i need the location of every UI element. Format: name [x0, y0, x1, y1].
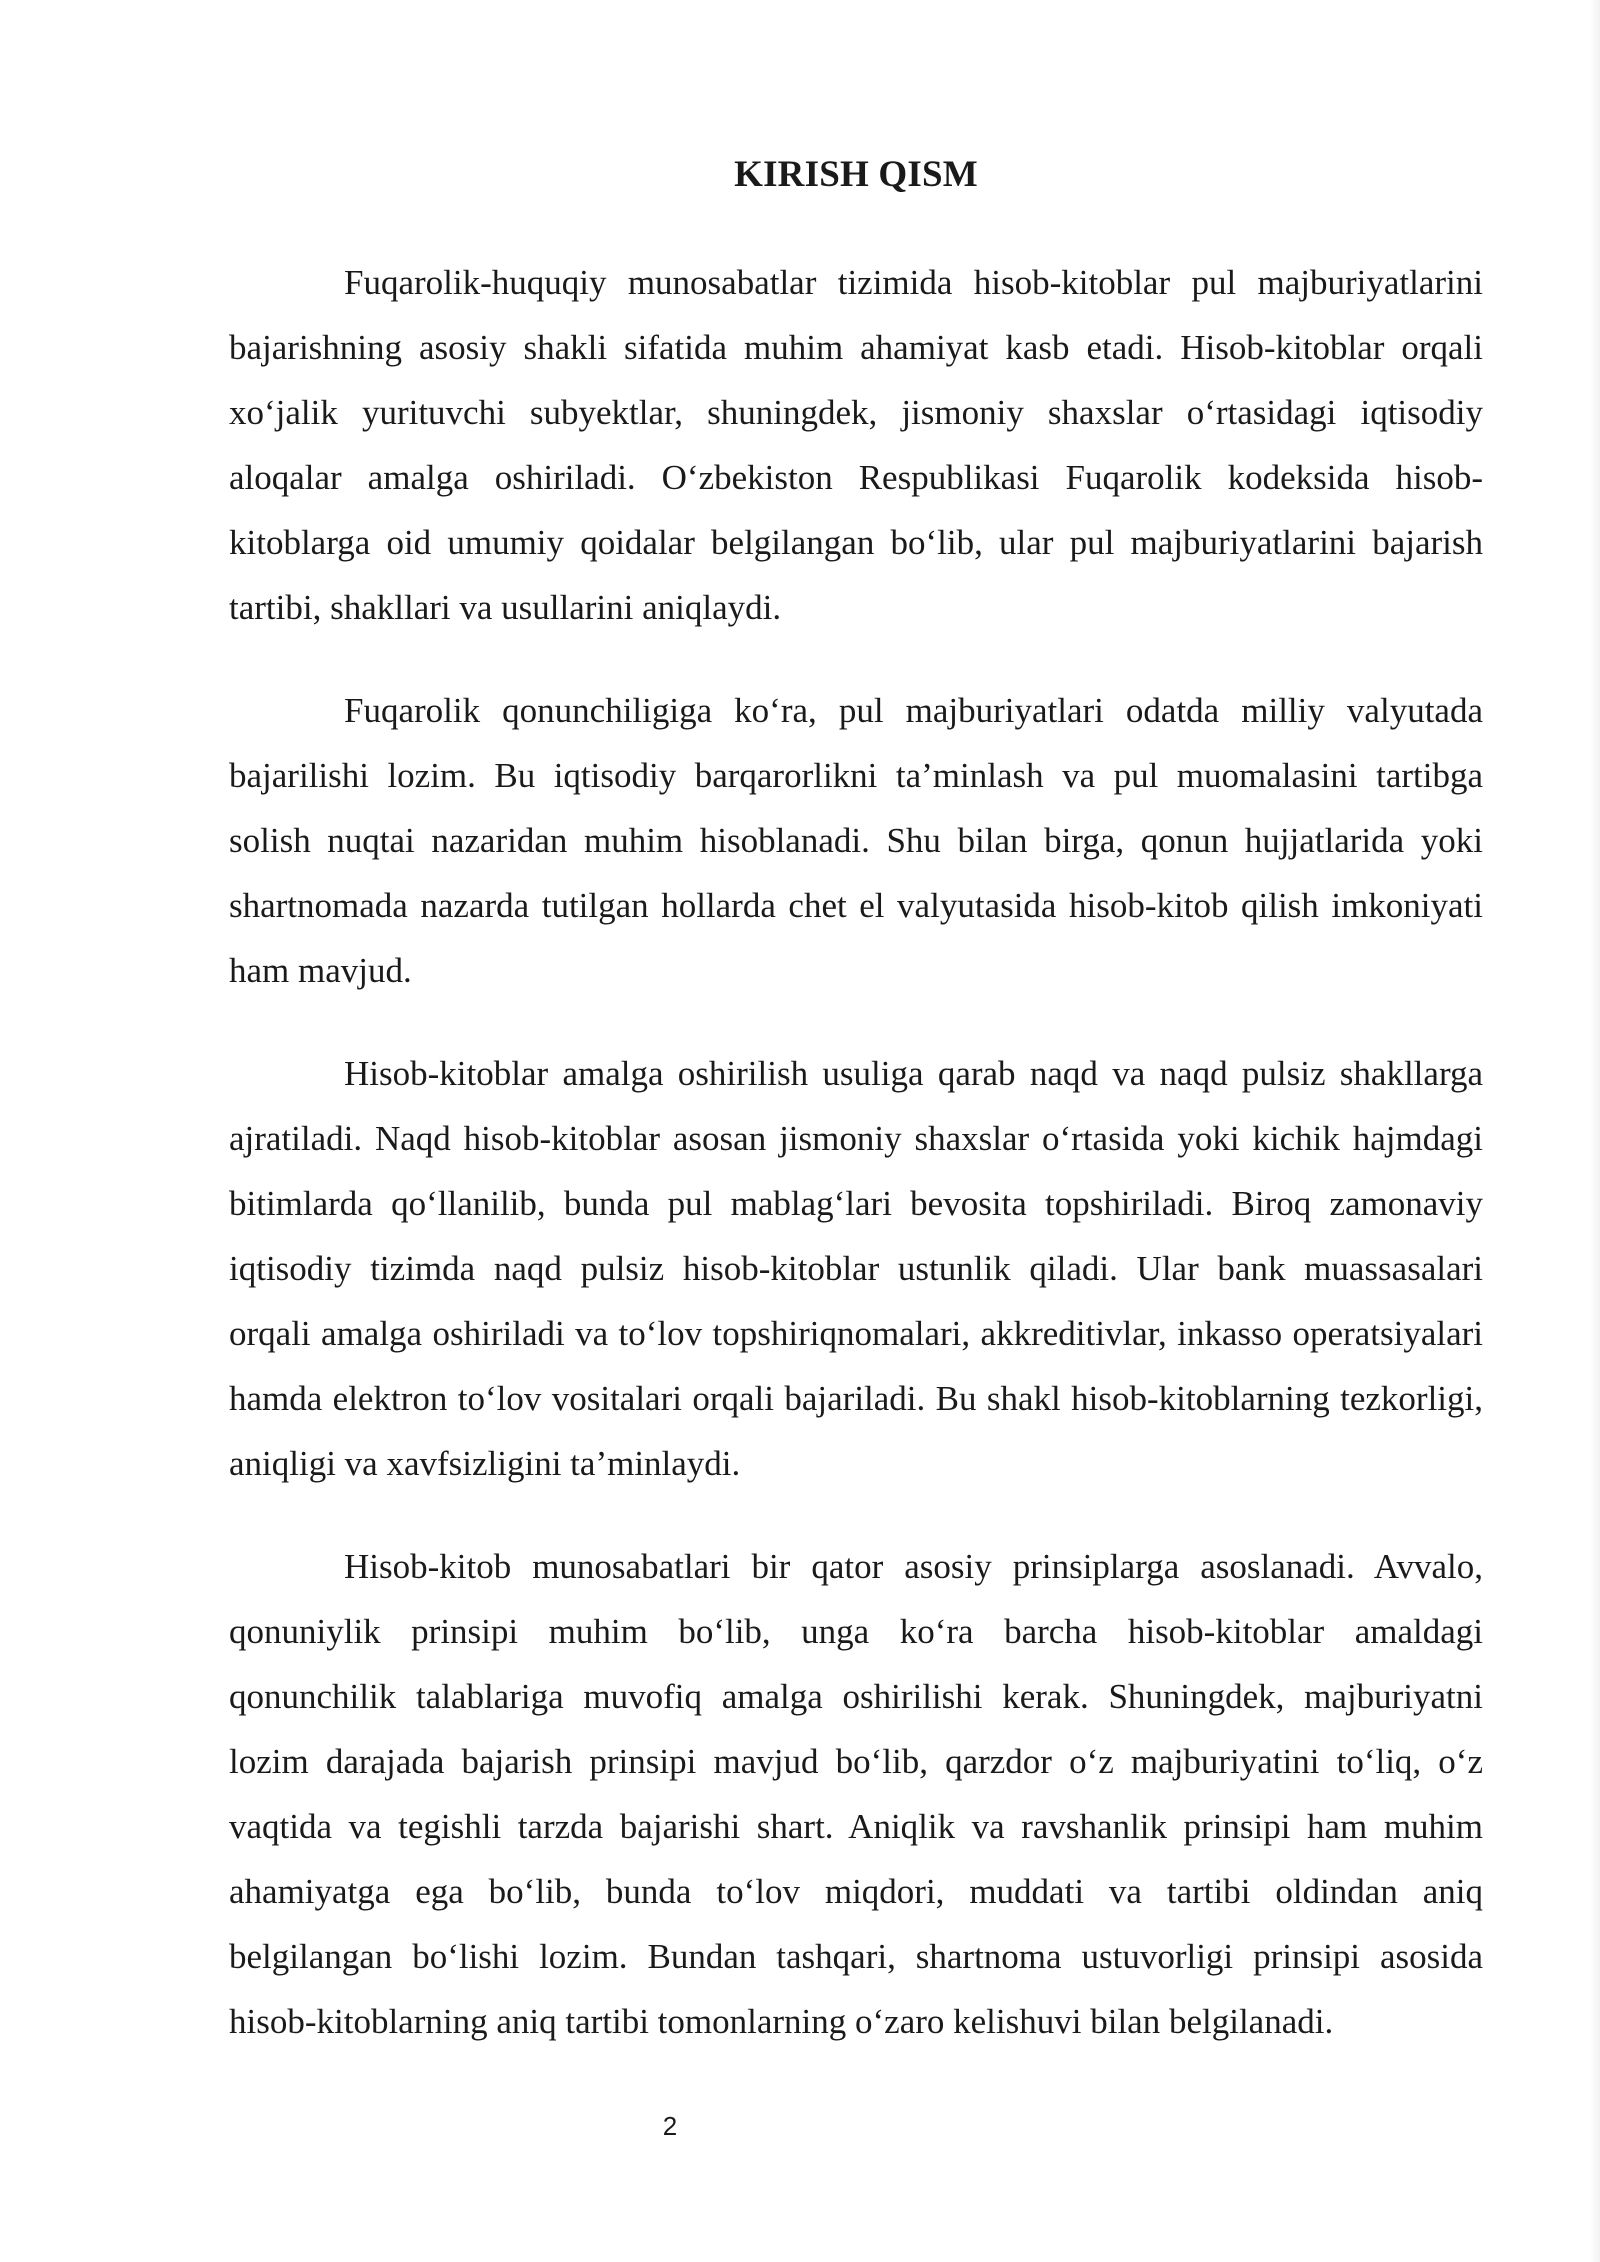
page-edge-shadow: [1590, 0, 1600, 2262]
paragraph-4: Hisob-kitob munosabatlari bir qator asosiy prinsiplarga asoslanadi. Avvalo, qonuniylik prinsipi muhim bo‘lib, unga ko‘ra barcha hisob-kitoblar amaldagi qonunchilik talablariga muvofiq amalga oshirilishi kerak. Shuningdek, majburiyatni lozim darajada bajarish prinsipi mavjud bo‘lib, qarzdor o‘z majburiyatini to‘liq, o‘z vaqtida va tegishli tarzda bajarishi shart. Aniqlik va ravshanlik prinsipi ham muhim ahamiyatga ega bo‘lib, bunda to‘lov miqdori, muddati va tartibi oldindan aniq belgilangan bo‘lishi lozim. Bundan tashqari, shartnoma ustuvorligi prinsipi asosida hisob-kitoblarning aniq tartibi tomonlarning o‘zaro kelishuvi bilan belgilanadi.: [229, 1547, 1483, 2041]
paragraph-2: Fuqarolik qonunchiligiga ko‘ra, pul majburiyatlari odatda milliy valyutada bajarilishi lozim. Bu iqtisodiy barqarorlikni ta’minlash va pul muomalasini tartibga solish nuqtai nazaridan muhim hisoblanadi. Shu bilan birga, qonun hujjatlarida yoki shartnomada nazarda tutilgan hollarda chet el valyutasida hisob-kitob qilish imkoniyati ham mavjud.: [229, 691, 1483, 990]
page-number: 2: [662, 2111, 678, 2141]
page-title: KIRISH QISM: [734, 154, 978, 195]
paragraph-1: Fuqarolik-huquqiy munosabatlar tizimida hisob-kitoblar pul majburiyatlarini bajarishning asosiy shakli sifatida muhim ahamiyat kasb etadi. Hisob-kitoblar orqali xo‘jalik yurituvchi subyektlar, shuningdek, jismoniy shaxslar o‘rtasidagi iqtisodiy aloqalar amalga oshiriladi. O‘zbekiston Respublikasi Fuqarolik kodeksida hisob-kitoblarga oid umumiy qoidalar belgilangan bo‘lib, ular pul majburiyatlarini bajarish tartibi, shakllari va usullarini aniqlaydi.: [229, 263, 1483, 627]
document-body: [229, 250, 1483, 2054]
paragraph-3: Hisob-kitoblar amalga oshirilish usuliga qarab naqd va naqd pulsiz shakllarga ajratiladi. Naqd hisob-kitoblar asosan jismoniy shaxslar o‘rtasida yoki kichik hajmdagi bitimlarda qo‘llanilib, bunda pul mablag‘lari bevosita topshiriladi. Biroq zamonaviy iqtisodiy tizimda naqd pulsiz hisob-kitoblar ustunlik qiladi. Ular bank muassasalari orqali amalga oshiriladi va to‘lov topshiriqnomalari, akkreditivlar, inkasso operatsiyalari hamda elektron to‘lov vositalari orqali bajariladi. Bu shakl hisob-kitoblarning tezkorligi, aniqligi va xavfsizligini ta’minlaydi.: [229, 1054, 1483, 1483]
